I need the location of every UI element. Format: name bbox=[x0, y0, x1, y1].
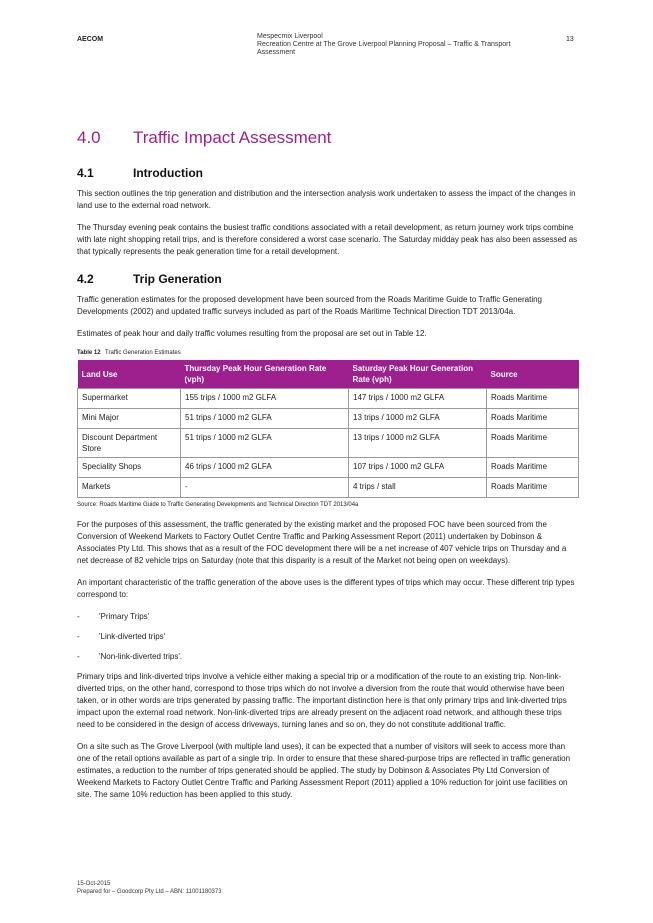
paragraph: Estimates of peak hour and daily traffic volumes resulting from the proposal are set out in Table 12. bbox=[77, 329, 427, 338]
table-cell: Roads Maritime bbox=[487, 389, 579, 409]
table-source: Source: Roads Maritime Guide to Traffic Generating Developments and Technical Direction TDT 2013/04a bbox=[77, 502, 359, 508]
table-cell: 51 trips / 1000 m2 GLFA bbox=[181, 409, 349, 429]
table-caption-text: Traffic Generation Estimates bbox=[105, 350, 181, 356]
header-company: AECOM bbox=[77, 36, 104, 43]
table-cell: 51 trips / 1000 m2 GLFA bbox=[181, 429, 349, 458]
table-cell: 155 trips / 1000 m2 GLFA bbox=[181, 389, 349, 409]
bullet-dash: - bbox=[77, 632, 80, 641]
paragraph: This section outlines the trip generation and distribution and the intersection analysis work undertaken to assess the impact of the changes in land use to the external road network. bbox=[77, 189, 576, 210]
traffic-generation-table bbox=[77, 360, 579, 498]
list-item-text: 'Link-diverted trips' bbox=[99, 632, 166, 641]
table-row bbox=[78, 429, 579, 458]
bullet-dash: - bbox=[77, 612, 80, 621]
table-cell: 4 trips / stall bbox=[349, 478, 487, 498]
list-item bbox=[77, 611, 579, 623]
table-cell: Roads Maritime bbox=[487, 409, 579, 429]
footer-date: 15-Oct-2015 bbox=[77, 881, 111, 887]
table-cell: Roads Maritime bbox=[487, 478, 579, 498]
paragraph: For the purposes of this assessment, the traffic generated by the existing market and the proposed FOC have been sourced from the Conversion of Weekend Markets to Factory Outlet Centre Traffic and Parking Assessment Report (2011) undertaken by Dobinson & Associates Pty Ltd. This shows that as a result of the FOC development there will be a net increase of 407 vehicle trips on Thursday and a net decrease of 82 vehicle trips on Saturday (note that this disparity is a result of the Market not being open on weekdays). bbox=[77, 520, 567, 565]
table-header-row bbox=[78, 360, 579, 389]
table-cell: 46 trips / 1000 m2 GLFA bbox=[181, 458, 349, 478]
header-project-line2: Recreation Centre at The Grove Liverpool Planning Proposal – Traffic & Transport Assessment bbox=[257, 41, 511, 56]
header-project-line1: Mespecmix Liverpool bbox=[257, 33, 323, 40]
subsection-number: 4.1 bbox=[77, 166, 94, 180]
table-row bbox=[78, 478, 579, 498]
list-item bbox=[77, 631, 579, 643]
table-cell: Discount Department Store bbox=[78, 429, 181, 458]
table-caption-label: Table 12 bbox=[77, 350, 101, 356]
table-row bbox=[78, 409, 579, 429]
section-title: Traffic Impact Assessment bbox=[133, 128, 332, 147]
table-header-cell: Source bbox=[487, 360, 579, 389]
page-number: 13 bbox=[566, 36, 574, 43]
table-cell: Markets bbox=[78, 478, 181, 498]
list-item-text: 'Non-link-diverted trips'. bbox=[99, 652, 183, 661]
table-cell: Mini Major bbox=[78, 409, 181, 429]
paragraph: Primary trips and link-diverted trips involve a vehicle either making a special trip or a modification of the route to an existing trip. Non-link-diverted trips, on the other hand, correspond to those trips which do not involve a diversion from the route that would otherwise have been taken, or in other words are trips generated by passing traffic. The important distinction here is that only primary trips and link-diverted trips impact upon the external road network. Non-link-diverted trips are already present on the adjacent road network, and although these trips need to be considered in the design of access driveways, turning lanes and so on, they do not constitute additional traffic. bbox=[77, 672, 567, 729]
table-cell: 147 trips / 1000 m2 GLFA bbox=[349, 389, 487, 409]
list-item bbox=[77, 651, 579, 663]
table-row bbox=[78, 458, 579, 478]
table-cell: Roads Maritime bbox=[487, 429, 579, 458]
paragraph: An important characteristic of the traffic generation of the above uses is the different types of trips which may occur. These different trip types correspond to: bbox=[77, 578, 575, 599]
list-item-text: 'Primary Trips' bbox=[99, 612, 150, 621]
section-heading bbox=[77, 128, 579, 148]
table-cell: 13 trips / 1000 m2 GLFA bbox=[349, 409, 487, 429]
header-project bbox=[257, 33, 547, 57]
table-header-cell: Land Use bbox=[78, 360, 181, 389]
subsection-heading-trip-generation bbox=[77, 272, 579, 286]
subsection-title: Introduction bbox=[133, 166, 203, 180]
trip-type-list bbox=[77, 611, 579, 663]
subsection-title: Trip Generation bbox=[133, 272, 222, 286]
table-cell: Supermarket bbox=[78, 389, 181, 409]
bullet-dash: - bbox=[77, 652, 80, 661]
page-footer bbox=[77, 880, 222, 896]
footer-prepared-for: Prepared for – Goodcorp Pty Ltd – ABN: 11001180373 bbox=[77, 889, 222, 895]
paragraph: Traffic generation estimates for the proposed development have been sourced from the Roads Maritime Guide to Traffic Generating Developments (2002) and updated traffic surveys included as part of the Roads Maritime Technical Direction TDT 2013/04a. bbox=[77, 295, 542, 316]
document-body bbox=[77, 128, 579, 811]
table-cell: 107 trips / 1000 m2 GLFA bbox=[349, 458, 487, 478]
table-cell: Speciality Shops bbox=[78, 458, 181, 478]
table-cell: 13 trips / 1000 m2 GLFA bbox=[349, 429, 487, 458]
subsection-heading-introduction bbox=[77, 166, 579, 180]
paragraph: The Thursday evening peak contains the busiest traffic conditions associated with a retail development, as return journey work trips combine with late night shopping retail trips, and is therefore considered a worst case scenario. The Saturday midday peak has also been assessed as that typically represents the peak generation time for a retail development. bbox=[77, 223, 578, 256]
table-caption bbox=[77, 350, 579, 356]
subsection-number: 4.2 bbox=[77, 272, 94, 286]
table-header-cell: Thursday Peak Hour Generation Rate (vph) bbox=[181, 360, 349, 389]
section-number: 4.0 bbox=[77, 128, 101, 147]
table-header-cell: Saturday Peak Hour Generation Rate (vph) bbox=[349, 360, 487, 389]
table-cell: - bbox=[181, 478, 349, 498]
paragraph: On a site such as The Grove Liverpool (with multiple land uses), it can be expected that a number of visitors will seek to access more than one of the retail options available as part of a single trip. In order to ensure that these shared-purpose trips are reflected in traffic generation estimates, a reduction to the number of trips generated should be applied. The study by Dobinson & Associates Pty Ltd Conversion of Weekend Markets to Factory Outlet Centre Traffic and Parking Assessment Report (2011) applied a 10% reduction for joint use facilities on site. The same 10% reduction has been applied to this study. bbox=[77, 742, 571, 799]
table-cell: Roads Maritime bbox=[487, 458, 579, 478]
table-row bbox=[78, 389, 579, 409]
